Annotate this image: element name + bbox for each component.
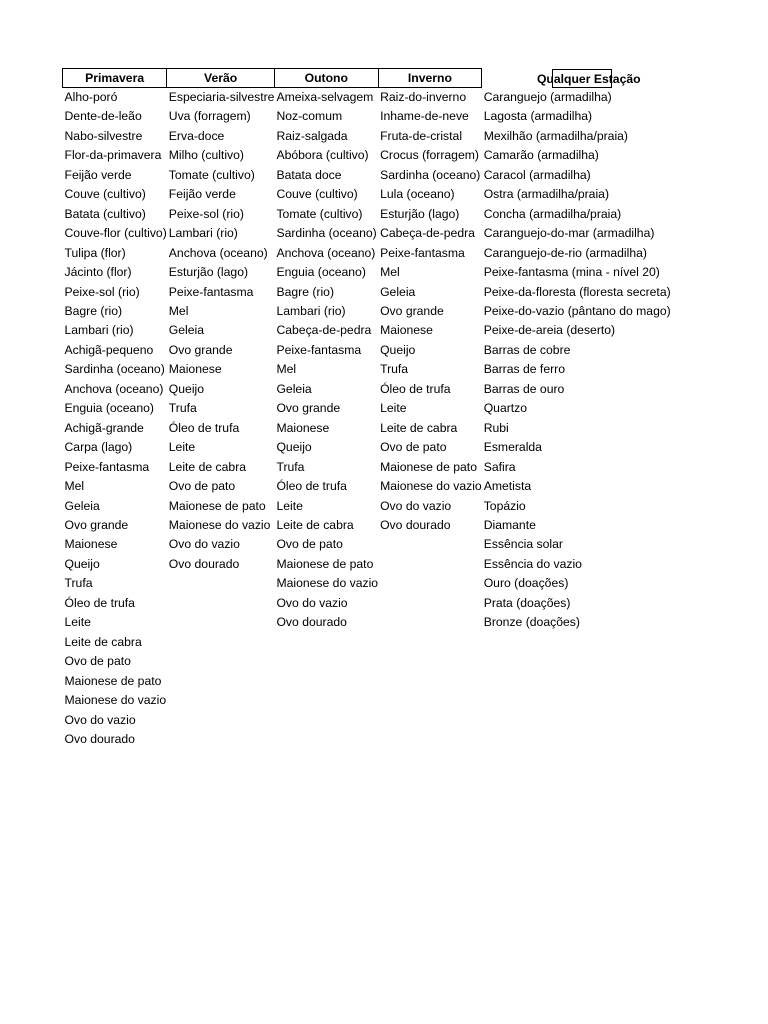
table-cell[interactable]: Ovo do vazio (168, 537, 240, 552)
table-cell[interactable] (167, 652, 275, 671)
table-cell[interactable] (167, 574, 275, 593)
table-cell[interactable]: Peixe-fantasma (276, 342, 362, 357)
table-cell[interactable]: Peixe-da-floresta (floresta secreta) (483, 284, 671, 299)
table-cell[interactable]: Topázio (483, 498, 526, 513)
table-cell[interactable] (378, 613, 482, 632)
table-row (63, 127, 682, 146)
table-cell[interactable]: Caracol (armadilha) (483, 167, 591, 182)
table-cell[interactable]: Batata doce (276, 167, 342, 182)
table-cell[interactable]: Mel (64, 479, 85, 494)
table-cell[interactable]: Uva (forragem) (168, 109, 251, 124)
table-cell[interactable] (482, 730, 682, 749)
table-cell[interactable]: Trufa (64, 576, 93, 591)
table-cell[interactable]: Mexilhão (armadilha/praia) (483, 128, 628, 143)
table-row (63, 574, 682, 593)
table-row (63, 146, 682, 165)
table-cell[interactable]: Leite (380, 401, 407, 416)
table-cell[interactable]: Queijo (276, 440, 312, 455)
table-cell[interactable]: Anchova (oceano) (168, 245, 268, 260)
table-cell[interactable] (378, 730, 482, 749)
table-row (63, 399, 682, 418)
table-cell[interactable]: Concha (armadilha/praia) (483, 206, 622, 221)
table-cell[interactable]: Trufa (168, 401, 197, 416)
table-cell[interactable] (167, 594, 275, 613)
table-row (63, 652, 682, 671)
table-cell[interactable] (482, 711, 682, 730)
table-cell[interactable]: Milho (cultivo) (168, 148, 244, 163)
table-cell[interactable] (378, 711, 482, 730)
table-cell[interactable]: Raiz-do-inverno (380, 90, 467, 104)
table-cell[interactable]: Mel (168, 303, 189, 318)
table-cell[interactable]: Crocus (forragem) (380, 148, 479, 163)
table-cell[interactable]: Ovo de pato (276, 537, 343, 552)
table-cell[interactable]: Sardinha (oceano) (380, 167, 481, 182)
table-cell[interactable]: Geleia (380, 284, 416, 299)
table-cell[interactable]: Geleia (64, 498, 100, 513)
table-row (63, 535, 682, 554)
table-row (63, 283, 682, 302)
table-cell[interactable]: Esmeralda (483, 440, 542, 455)
table-cell[interactable]: Ouro (doações) (483, 576, 569, 591)
table-cell[interactable]: Leite de cabra (168, 459, 247, 474)
table-cell[interactable]: Maionese de pato (64, 673, 162, 688)
table-cell[interactable]: Batata (cultivo) (64, 206, 146, 221)
table-row (63, 594, 682, 613)
table-cell[interactable] (482, 691, 682, 710)
table-row (63, 691, 682, 710)
table-cell[interactable]: Lagosta (armadilha) (483, 109, 593, 124)
table-cell[interactable]: Bagre (rio) (276, 284, 335, 299)
table-cell[interactable]: Sardinha (oceano) (276, 226, 377, 241)
table-cell[interactable]: Cabeça-de-pedra (276, 323, 372, 338)
table-cell[interactable]: Prata (doações) (483, 595, 571, 610)
table-cell[interactable] (274, 730, 378, 749)
table-cell[interactable]: Caranguejo-do-mar (armadilha) (483, 226, 655, 241)
table-cell[interactable]: Dente-de-leão (64, 109, 142, 124)
table-cell[interactable]: Maionese de pato (276, 556, 374, 571)
table-row (63, 302, 682, 321)
table-row (63, 88, 682, 108)
table-cell[interactable] (274, 711, 378, 730)
table-cell[interactable]: Maionese do vazio (64, 693, 167, 708)
table-cell[interactable]: Tomate (cultivo) (168, 167, 255, 182)
table-row (63, 185, 682, 204)
table-cell[interactable]: Ovo dourado (276, 615, 347, 630)
table-row (63, 730, 682, 749)
table-cell[interactable]: Jácinto (flor) (64, 265, 132, 280)
table-cell[interactable]: Safira (483, 459, 516, 474)
table-row (63, 458, 682, 477)
table-cell[interactable]: Tulipa (flor) (64, 245, 126, 260)
header-cell[interactable] (482, 69, 682, 88)
table-cell[interactable] (482, 633, 682, 652)
table-cell[interactable]: Leite de cabra (64, 634, 142, 649)
table-row (63, 341, 682, 360)
table-row (63, 321, 682, 340)
table-cell[interactable] (378, 652, 482, 671)
table-cell[interactable] (482, 652, 682, 671)
table-cell[interactable] (482, 672, 682, 691)
table-cell[interactable]: Esturjão (lago) (380, 206, 460, 221)
table-cell[interactable]: Maionese (168, 362, 222, 377)
table-cell[interactable] (167, 691, 275, 710)
header-cell[interactable]: Verão (167, 69, 275, 88)
table-cell[interactable]: Maionese de pato (380, 459, 477, 474)
table-row (63, 555, 682, 574)
table-row (63, 711, 682, 730)
table-cell[interactable] (378, 672, 482, 691)
table-cell[interactable]: Bagre (rio) (64, 303, 123, 318)
table-row (63, 166, 682, 185)
table-row (63, 244, 682, 263)
table-cell[interactable]: Queijo (64, 556, 100, 571)
table-cell[interactable]: Bronze (doações) (483, 615, 580, 630)
table-row (63, 263, 682, 282)
table-cell[interactable]: Nabo-silvestre (64, 128, 143, 143)
table-cell[interactable]: Ovo do vazio (276, 595, 348, 610)
table-cell[interactable]: Maionese do vazio (168, 517, 271, 532)
table-cell[interactable]: Maionese (380, 323, 433, 338)
table-row (63, 477, 682, 496)
table-cell[interactable]: Maionese (276, 420, 330, 435)
table-cell[interactable]: Leite (168, 440, 196, 455)
table-cell[interactable]: Inhame-de-neve (380, 109, 469, 124)
table-cell[interactable]: Leite de cabra (276, 517, 354, 532)
table-cell[interactable]: Maionese do vazio (380, 479, 482, 494)
table-cell[interactable]: Ovo grande (276, 401, 341, 416)
table-row (63, 107, 682, 126)
table-cell[interactable]: Leite de cabra (380, 420, 458, 435)
table-row (63, 419, 682, 438)
table-cell[interactable]: Peixe-fantasma (mina - nível 20) (483, 265, 660, 280)
table-cell[interactable]: Lambari (rio) (276, 303, 346, 318)
table-cell[interactable]: Achigã-grande (64, 420, 144, 435)
table-cell[interactable]: Camarão (armadilha) (483, 148, 599, 163)
table-cell[interactable]: Óleo de trufa (168, 420, 240, 435)
table-cell[interactable]: Tomate (cultivo) (276, 206, 363, 221)
table-cell[interactable]: Maionese do vazio (276, 576, 379, 591)
table-cell[interactable]: Lambari (rio) (168, 226, 238, 241)
table-cell[interactable]: Ovo grande (64, 517, 129, 532)
table-cell[interactable]: Essência do vazio (483, 556, 582, 571)
table-cell[interactable]: Ovo de pato (168, 479, 236, 494)
table-cell[interactable] (167, 672, 275, 691)
table-cell[interactable]: Barras de ouro (483, 381, 565, 396)
header-row (63, 69, 682, 88)
table-cell[interactable]: Peixe-de-areia (deserto) (483, 323, 616, 338)
table-cell[interactable]: Feijão verde (168, 187, 236, 202)
table-cell[interactable]: Quartzo (483, 401, 528, 416)
table-cell[interactable]: Queijo (380, 342, 416, 357)
table-cell[interactable]: Couve-flor (cultivo) (64, 226, 167, 241)
table-cell[interactable]: Barras de ferro (483, 362, 565, 377)
table-row (63, 438, 682, 457)
table-cell[interactable]: Ovo do vazio (64, 712, 136, 727)
table-cell[interactable]: Óleo de trufa (276, 479, 347, 494)
table-cell[interactable]: Peixe-fantasma (380, 245, 465, 260)
table-cell[interactable]: Enguia (oceano) (64, 401, 154, 416)
table-row (63, 516, 682, 535)
table-row (63, 205, 682, 224)
table-cell[interactable]: Ovo do vazio (380, 498, 452, 513)
table-cell[interactable] (167, 730, 275, 749)
table-cell[interactable]: Ovo de pato (380, 440, 447, 455)
table-cell[interactable]: Couve (cultivo) (276, 187, 358, 202)
table-cell[interactable] (378, 594, 482, 613)
table-cell[interactable]: Rubi (483, 420, 509, 435)
header-cell-text: Qualquer Estação (536, 71, 641, 86)
table-cell[interactable]: Erva-doce (168, 128, 225, 143)
table-cell[interactable]: Esturjão (lago) (168, 265, 249, 280)
table-cell[interactable]: Carpa (lago) (64, 440, 133, 455)
header-cell[interactable]: Primavera (63, 69, 167, 88)
table-cell[interactable]: Ovo grande (380, 303, 444, 318)
table-cell[interactable] (274, 633, 378, 652)
table-cell[interactable] (167, 711, 275, 730)
table-cell[interactable]: Ovo de pato (64, 654, 131, 669)
table-cell[interactable]: Fruta-de-cristal (380, 128, 463, 143)
table-cell[interactable]: Caranguejo-de-rio (armadilha) (483, 245, 647, 260)
table-cell[interactable]: Trufa (380, 362, 409, 377)
table-cell[interactable] (378, 633, 482, 652)
table-cell[interactable]: Maionese (64, 537, 118, 552)
table-cell[interactable]: Anchova (oceano) (64, 381, 164, 396)
table-cell[interactable]: Ovo dourado (380, 517, 451, 532)
table-cell[interactable]: Noz-comum (276, 109, 343, 124)
table-cell[interactable]: Peixe-sol (rio) (168, 206, 244, 221)
table-cell[interactable]: Leite (64, 615, 91, 630)
table-cell[interactable]: Peixe-sol (rio) (64, 284, 140, 299)
table-cell[interactable]: Ovo dourado (168, 556, 240, 571)
table-cell[interactable]: Queijo (168, 381, 205, 396)
table-cell[interactable]: Lula (oceano) (380, 187, 455, 202)
table-cell[interactable] (167, 613, 275, 632)
table-row (63, 380, 682, 399)
table-cell[interactable]: Geleia (276, 381, 312, 396)
table-cell[interactable]: Mel (276, 362, 297, 377)
header-cell[interactable]: Outono (274, 69, 378, 88)
table-cell[interactable]: Feijão verde (64, 167, 132, 182)
table-cell[interactable] (378, 535, 482, 554)
table-cell[interactable] (274, 652, 378, 671)
table-cell[interactable]: Enguia (oceano) (276, 265, 366, 280)
table-cell[interactable]: Caranguejo (armadilha) (483, 89, 612, 104)
table-cell[interactable]: Óleo de trufa (64, 595, 135, 610)
table-cell[interactable]: Óleo de trufa (380, 381, 451, 396)
table-cell[interactable]: Alho-poró (64, 90, 118, 104)
table-row (63, 497, 682, 516)
table-cell[interactable]: Barras de cobre (483, 342, 571, 357)
table-cell[interactable]: Cabeça-de-pedra (380, 226, 475, 241)
table-cell[interactable]: Diamante (483, 517, 536, 532)
table-cell[interactable]: Couve (cultivo) (64, 187, 146, 202)
table-cell[interactable]: Raiz-salgada (276, 128, 348, 143)
table-cell[interactable]: Lambari (rio) (64, 323, 134, 338)
table-cell[interactable]: Ameixa-selvagem (276, 90, 374, 104)
header-cell[interactable]: Inverno (378, 69, 482, 88)
table-cell[interactable]: Essência solar (483, 537, 563, 552)
table-cell[interactable] (274, 691, 378, 710)
table-cell[interactable] (274, 672, 378, 691)
table-cell[interactable] (378, 691, 482, 710)
table-cell[interactable]: Maionese de pato (168, 498, 266, 513)
table-cell[interactable]: Ostra (armadilha/praia) (483, 187, 610, 202)
table-cell[interactable]: Peixe-fantasma (168, 284, 254, 299)
table-cell[interactable]: Abóbora (cultivo) (276, 148, 369, 163)
table-row (63, 360, 682, 379)
table-cell[interactable] (378, 574, 482, 593)
table-cell[interactable]: Leite (276, 498, 303, 513)
table-cell[interactable]: Achigã-pequeno (64, 342, 154, 357)
table-cell[interactable]: Peixe-fantasma (64, 459, 150, 474)
table-row (63, 613, 682, 632)
table-cell[interactable]: Ametista (483, 479, 532, 494)
table-cell[interactable]: Peixe-do-vazio (pântano do mago) (483, 303, 671, 318)
table-row (63, 672, 682, 691)
table-cell[interactable] (378, 555, 482, 574)
spreadsheet-grid (62, 68, 682, 749)
table-cell[interactable]: Mel (380, 265, 400, 280)
table-cell[interactable]: Flor-da-primavera (64, 148, 162, 163)
table-cell[interactable]: Sardinha (oceano) (64, 362, 165, 377)
table-cell[interactable] (167, 633, 275, 652)
seasonal-items-table (62, 68, 682, 749)
table-row (63, 224, 682, 243)
table-cell[interactable]: Geleia (168, 323, 205, 338)
table-cell[interactable]: Anchova (oceano) (276, 245, 376, 260)
table-cell[interactable]: Trufa (276, 459, 305, 474)
table-cell[interactable]: Ovo dourado (64, 731, 135, 746)
table-row (63, 633, 682, 652)
table-cell[interactable]: Especiaria-silvestre (168, 90, 275, 104)
table-cell[interactable]: Ovo grande (168, 342, 233, 357)
